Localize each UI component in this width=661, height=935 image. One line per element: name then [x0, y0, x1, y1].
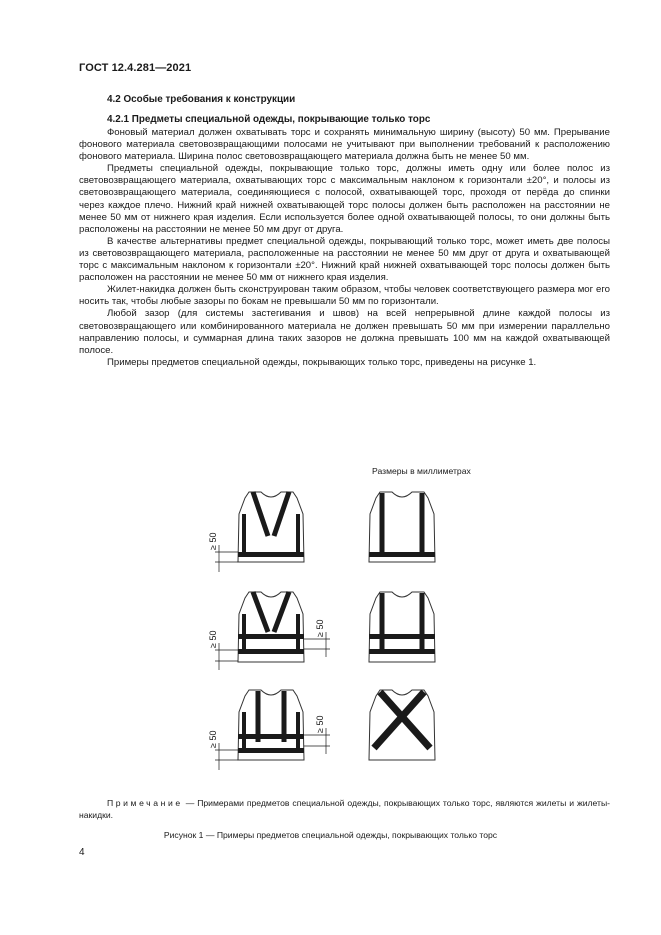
svg-text:≥ 50: ≥ 50	[208, 730, 218, 748]
svg-text:≥ 50: ≥ 50	[208, 630, 218, 648]
paragraph-tabard: Жилет-накидка должен быть сконструирован таким образом, чтобы человек соответствующего размера мог его носить так, чтобы любые зазоры по бокам не превышали 50 мм по горизонтали.	[79, 284, 610, 308]
figure-note	[79, 797, 610, 822]
dimension-marker-3-left	[208, 731, 238, 770]
paragraph-figure-reference: Примеры предметов специальной одежды, покрывающих только торс, приведены на рисунке 1.	[107, 356, 537, 368]
dimension-marker-1	[208, 533, 238, 572]
vest-3-front	[238, 690, 304, 760]
dimensions-note: Размеры в миллиметрах	[372, 466, 471, 476]
subsection-title: Предметы специальной одежды, покрывающие только торс	[131, 114, 431, 125]
dimension-marker-2-left	[208, 631, 238, 670]
section-number: 4.2	[107, 94, 121, 105]
vest-2-front	[238, 592, 304, 662]
svg-text:≥ 50: ≥ 50	[315, 619, 325, 637]
section-title: Особые требования к конструкции	[123, 94, 296, 105]
svg-text:≥ 50: ≥ 50	[208, 532, 218, 550]
vest-1-back	[369, 492, 435, 562]
paragraph-gaps: Любой зазор (для системы застегивания и швов) на всей непрерывной длине каждой полосы из световозвращающего или комбинированного материала не должен превышать 50 мм при измерении параллельно направлению полосы, и суммарная длина таких зазоров не должна превышать 100 мм на каждой охватывающей полосе.	[79, 308, 610, 356]
standard-header: ГОСТ 12.4.281—2021	[79, 62, 192, 74]
paragraph-background-material: Фоновый материал должен охватывать торс и сохранять минимальную ширину (высоту) 50 мм. Прерывание фонового материала световозвращающими полосами не учитывают при выполнении требований к расположению фонового материала. Ширина полос световозвращающего материала должна быть не менее 50 мм.	[79, 127, 610, 163]
paragraph-bands: Предметы специальной одежды, покрывающие только торс, должны иметь одну или более полос из световозвращающего материала, охватывающих торс с максимальным наклоном к горизонтали ±20°, и полосы из световозвращающего материала, соединяющиеся с полосой, охватывающей торс, проходя от перёда до спинки через каждое плечо. Нижний край нижней охватывающей торс полосы должен быть расположен на расстоянии не менее 50 мм от нижнего края изделия. Если используется более одной охватывающей полосы, то они должны быть расположены на расстоянии не менее 50 мм друг от друга.	[79, 163, 610, 235]
svg-text:≥ 50: ≥ 50	[315, 715, 325, 733]
paragraph-alternative: В качестве альтернативы предмет специальной одежды, покрывающий только торс, может иметь две полосы из световозвращающего материала, расположенные на расстоянии не менее 50 мм друг от друга и охватывающей торс с максимальным наклоном к горизонтали ±20°. Нижний край нижней охватывающей торс полосы должен быть расположен на расстоянии не менее 50 мм от нижнего края изделия.	[79, 235, 610, 284]
figure-caption: Рисунок 1 — Примеры предметов специальной одежды, покрывающих только торс	[163, 830, 498, 840]
page-number: 4	[79, 847, 85, 858]
vest-2-back	[369, 592, 435, 662]
note-label: Примечание	[107, 798, 183, 808]
dimension-marker-3-right	[304, 716, 330, 754]
note-text: — Примерами предметов специальной одежды, покрывающих только торс, являются жилеты и жилеты-накидки.	[79, 798, 610, 821]
vest-3-back	[369, 690, 435, 760]
subsection-number: 4.2.1	[107, 114, 129, 125]
vest-1-front	[238, 492, 304, 562]
dimension-marker-2-right	[304, 620, 330, 657]
